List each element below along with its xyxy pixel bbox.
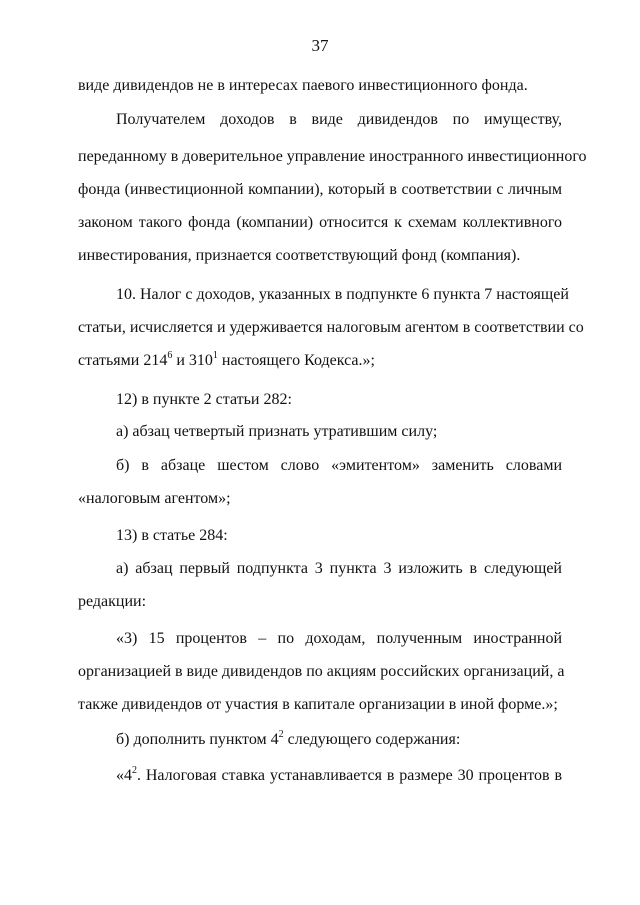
superscript: 1 bbox=[212, 349, 218, 361]
text-line: организацией в виде дивидендов по акциям российских организаций, а bbox=[78, 663, 565, 680]
text-line bbox=[116, 730, 562, 750]
text-line: 12) в пункте 2 статьи 282: bbox=[116, 391, 292, 408]
text-line: «налоговым агентом»; bbox=[78, 490, 231, 507]
text-fragment: и 310 bbox=[172, 352, 213, 369]
page-number: 37 bbox=[311, 36, 329, 55]
text-fragment: «4 bbox=[116, 767, 132, 784]
text-line: виде дивидендов не в интересах паевого инвестиционного фонда. bbox=[78, 77, 528, 94]
text-line: инвестирования, признается соответствующий фонд (компания). bbox=[78, 247, 521, 264]
text-line: переданному в доверительное управление иностранного инвестиционного bbox=[78, 148, 587, 165]
text-line: редакции: bbox=[78, 593, 147, 610]
text-line bbox=[116, 766, 562, 786]
text-fragment: следующего содержания: bbox=[283, 731, 461, 748]
text-fragment: статьями 214 bbox=[78, 352, 168, 369]
superscript: 6 bbox=[167, 349, 173, 361]
text-line: а) абзац первый подпункта 3 пункта 3 изложить в следующей bbox=[116, 560, 562, 577]
text-line: статьи, исчисляется и удерживается налоговым агентом в соответствии со bbox=[78, 319, 584, 336]
text-fragment: . Налоговая ставка устанавливается в размере 30 процентов в bbox=[137, 767, 562, 784]
superscript: 2 bbox=[278, 728, 284, 740]
text-line: «3) 15 процентов – по доходам, полученным иностранной bbox=[116, 630, 562, 647]
text-line: законом такого фонда (компании) относится к схемам коллективного bbox=[78, 214, 562, 231]
text-line: фонда (инвестиционной компании), который в соответствии с личным bbox=[78, 181, 562, 198]
text-line: 10. Налог с доходов, указанных в подпункте 6 пункта 7 настоящей bbox=[116, 286, 569, 303]
text-line: 13) в статье 284: bbox=[116, 527, 228, 544]
superscript: 2 bbox=[132, 764, 137, 776]
text-line: Получателем доходов в виде дивидендов по имуществу, bbox=[116, 111, 562, 128]
text-fragment: б) дополнить пунктом 4 bbox=[116, 731, 279, 748]
text-line: а) абзац четвертый признать утратившим силу; bbox=[116, 423, 438, 440]
text-line bbox=[78, 351, 562, 371]
text-fragment: настоящего Кодекса.»; bbox=[217, 352, 375, 369]
text-line: б) в абзаце шестом слово «эмитентом» заменить словами bbox=[116, 457, 562, 474]
text-line: также дивидендов от участия в капитале организации в иной форме.»; bbox=[78, 696, 558, 713]
